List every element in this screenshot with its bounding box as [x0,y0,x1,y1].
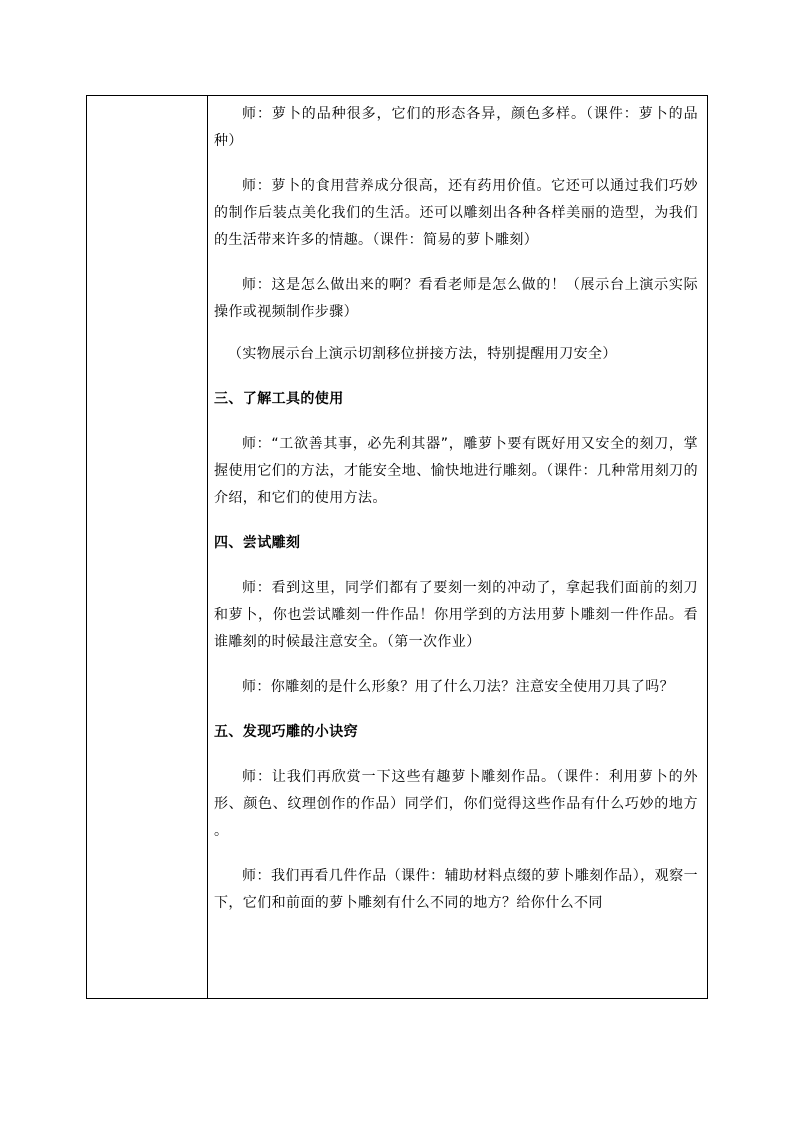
paragraph-radish-value: 师：萝卜的食用营养成分很高，还有药用价值。它还可以通过我们巧妙的制作后装点美化我们的生活。还可以雕刻出各种各样美丽的造型，为我们的生活带来许多的情趣。（课件：简易的萝卜雕刻） [214,178,698,248]
paragraph-more-works: 师：我们再看几件作品（课件：辅助材料点缀的萝卜雕刻作品），观察一下，它们和前面的萝卜雕刻有什么不同的地方？给你什么不同 [214,868,698,911]
paragraph-demo-note: （实物展示台上演示切割移位拼接方法，特别提醒用刀安全） [228,346,617,362]
paragraph-radish-varieties: 师：萝卜的品种很多，它们的形态各异，颜色多样。（课件：萝卜的品种） [214,106,698,149]
table-left-column [87,96,207,998]
lesson-table [86,95,708,999]
heading-section-3: 三、了解工具的使用 [214,391,344,407]
column-divider [207,96,208,998]
table-content-cell [214,98,698,998]
paragraph-appreciate-works: 师：让我们再欣赏一下这些有趣萝卜雕刻作品。（课件：利用萝卜的外形、颜色、纹理创作的作品）同学们，你们觉得这些作品有什么巧妙的地方 。 [214,769,698,839]
heading-section-4: 四、尝试雕刻 [214,535,301,551]
paragraph-carving-question: 师：你雕刻的是什么形象？用了什么刀法？注意安全使用刀具了吗？ [242,679,674,695]
paragraph-tools: 师：“工欲善其事，必先利其器”，雕萝卜要有既好用又安全的刻刀，掌握使用它们的方法，才能安全地、愉快地进行雕刻。（课件：几种常用刻刀的介绍，和它们的使用方法。 [214,436,698,506]
paragraph-try-carving: 师：看到这里，同学们都有了要刻一刻的冲动了，拿起我们面前的刻刀和萝卜，你也尝试雕刻一件作品！你用学到的方法用萝卜雕刻一件作品。看谁雕刻的时候最注意安全。（第一次作业） [214,580,698,650]
heading-section-5: 五、发现巧雕的小诀窍 [214,724,358,740]
paragraph-how-made: 师：这是怎么做出来的啊？看看老师是怎么做的！（展示台上演示实际操作或视频制作步骤） [214,277,698,320]
